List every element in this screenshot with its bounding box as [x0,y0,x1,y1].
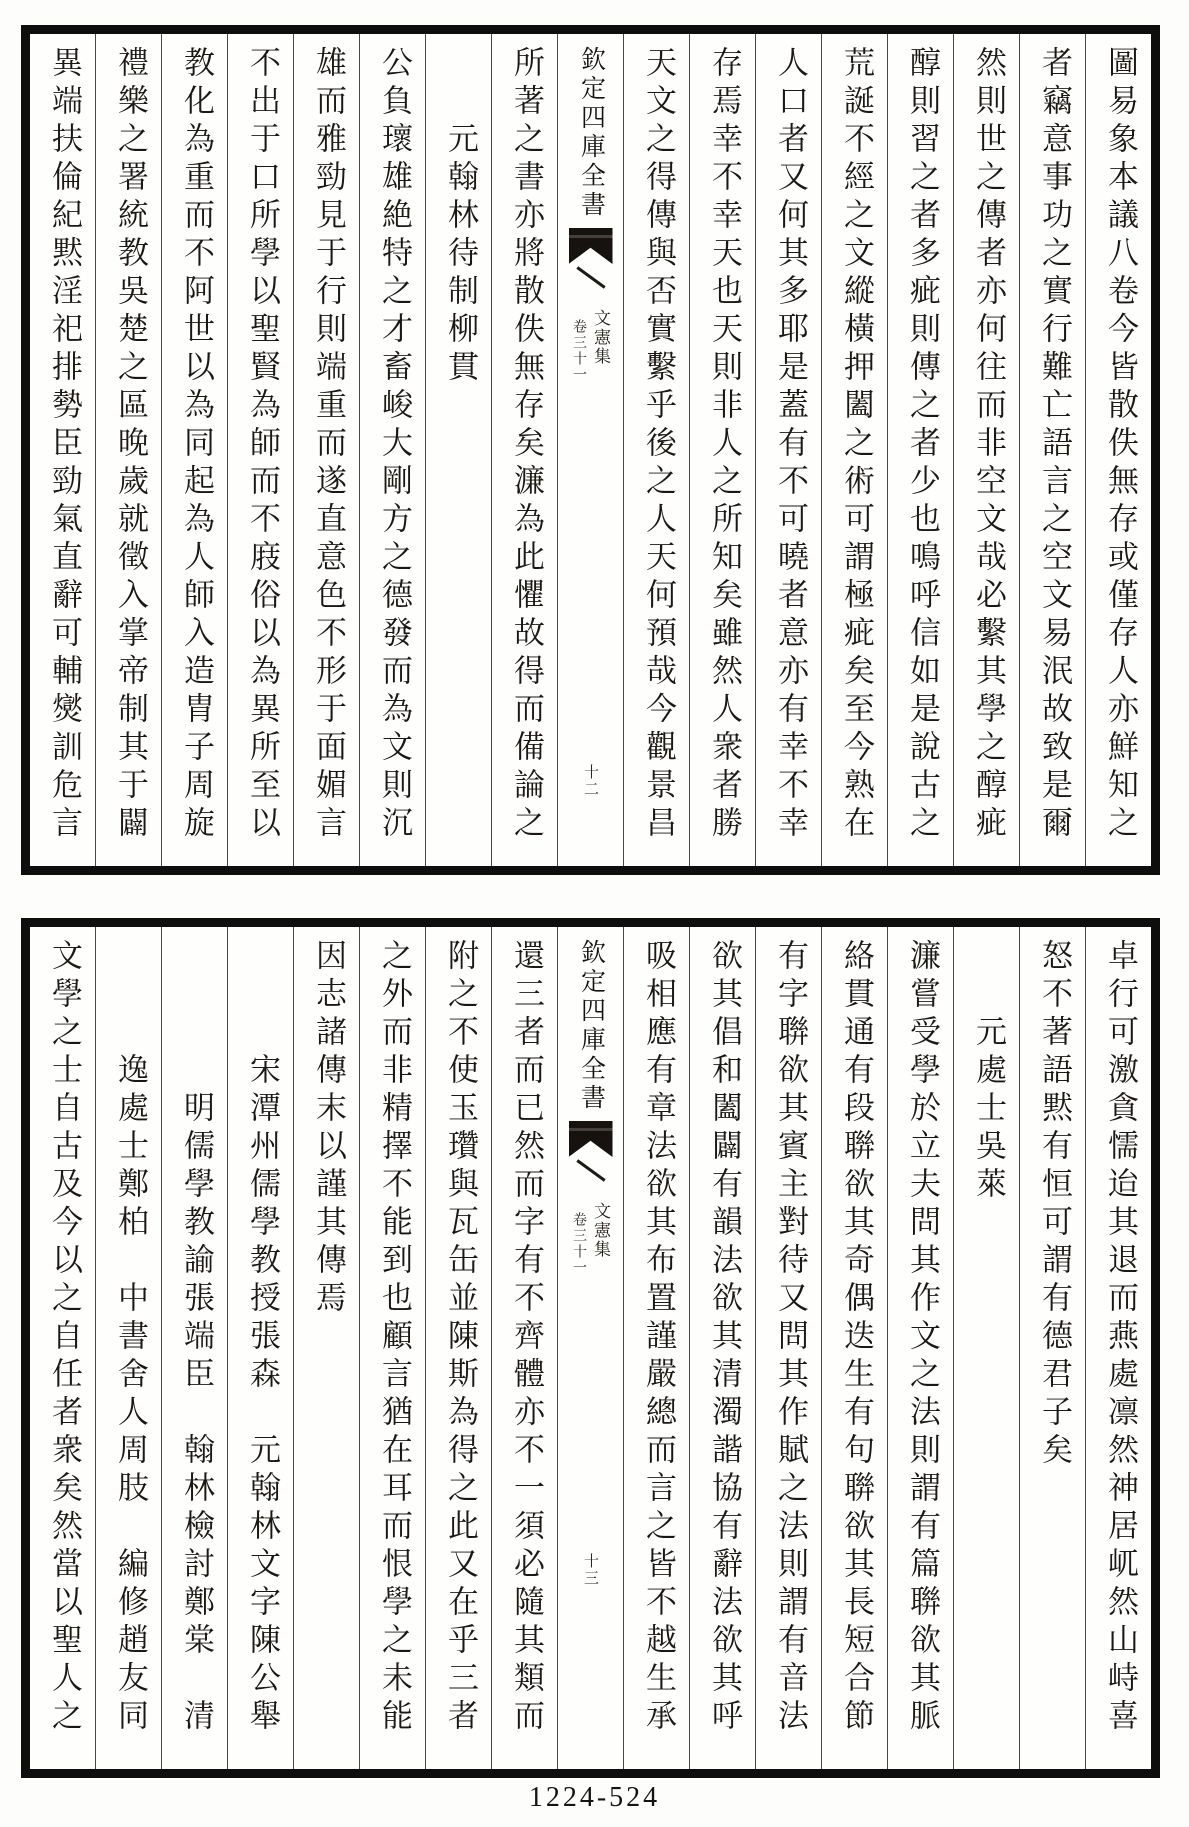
plate-number: 1224-524 [528,1782,661,1813]
text-column: 吸相應有章法欲其布置謹嚴總而言之皆不越生承 [624,927,690,1769]
names-column: 明儒學教諭張端臣 翰林檢討鄭棠 清 [162,927,228,1769]
text-column: 天文之得傳與否實繫乎後之人天何預哉今觀景昌 [624,34,690,866]
banxin-fold-column [558,34,624,866]
folio-number: 十三 [582,1553,598,1587]
text-column: 欲其倡和闔闢有韻法欲其清濁諧協有辭法欲其呼 [690,927,756,1769]
text-column: 還三者而已然而字有不齊體亦不一須必隨其類而 [492,927,558,1769]
text-column: 人口者又何其多耶是蓋有不可曉者意亦有幸不幸 [756,34,822,866]
fold-slash-icon [576,266,605,288]
text-column: 有字聨欲其賓主對待又問其作賦之法則謂有音法 [756,927,822,1769]
text-column: 卓行可激貪懦迨其退而燕處凛然神居屼然山峙喜 [1103,939,1138,1737]
text-column: 教化為重而不阿世以為同起為人師入造胄子周旋 [162,34,228,866]
page-upper [21,25,1160,875]
page-lower [21,918,1160,1778]
text-column: 雄而雅勁見于行則端重而遂直意色不形于面媚言 [294,34,360,866]
text-column: 禮樂之署統教吳楚之區晚歲就徵入掌帝制其于闢 [96,34,162,866]
text-column: 公負瓌雄絶特之才畜峻大剛方之德發而為文則沉 [360,34,426,866]
text-column: 濂嘗受學於立夫問其作文之法則謂有篇聨欲其脈 [888,927,954,1769]
text-column: 附之不使玉瓚與瓦缶並陳斯為得之此又在乎三者 [426,927,492,1769]
fold-slash-icon [576,1159,605,1181]
work-title: 文憲集 [591,1202,610,1259]
names-column: 逸處士鄭柏 中書舍人周肢 編修趙友同 [96,927,162,1769]
names-column: 宋潭州儒學教授張森 元翰林文字陳公舉 [228,927,294,1769]
work-title: 文憲集 [591,309,610,366]
text-column: 不出于口所學以聖賢為師而不庪俗以為異所至以 [228,34,294,866]
text-column: 之外而非精擇不能到也顧言猶在耳而恨學之未能 [360,927,426,1769]
text-column: 然則世之傳者亦何往而非空文哉必繫其學之醇疵 [954,34,1020,866]
text-column: 者竊意事功之實行難亡語言之空文易泯故致是爾 [1020,34,1086,866]
banxin-series-title: 欽定四庫全書 [577,939,605,1113]
fishtail-mark-icon [569,228,613,264]
text-column: 荒誕不經之文縱橫押闔之術可謂極疵矣至今熟在 [822,34,888,866]
text-column: 絡貫通有段聨欲其奇偶迭生有句聨欲其長短合節 [822,927,888,1769]
text-column: 存焉幸不幸天也天則非人之所知矣雖然人衆者勝 [690,34,756,866]
chapter-label: 卷三十一 [571,319,586,383]
folio-number: 十二 [582,764,598,798]
text-column: 怒不著語黙有恒可謂有德君子矣 [1020,927,1086,1769]
text-column: 所著之書亦將散佚無存矣濂為此懼故得而備論之 [492,34,558,866]
section-heading-column: 元翰林待制柳貫 [426,34,492,866]
text-column: 圖易象本議八卷今皆散佚無存或僅存人亦鮮知之 [1103,46,1138,844]
banxin-fold-column [558,927,624,1769]
text-column: 因志諸傳末以謹其傳焉 [294,927,360,1769]
banxin-series-title: 欽定四庫全書 [577,46,605,220]
text-column: 文學之士自古及今以之自任者衆矣然當以聖人之 [30,927,96,1769]
chapter-label: 卷三十一 [571,1212,586,1276]
banxin-work-label [568,1202,613,1276]
text-column: 異端扶倫紀黙淫祀排勢臣勁氣直辭可輔爕訓危言 [30,34,96,866]
text-column: 醇則習之者多疵則傳之者少也鳴呼信如是說古之 [888,34,954,866]
section-heading-column: 元處士吳萊 [954,927,1020,1769]
banxin-work-label [568,309,613,383]
fishtail-mark-icon [569,1121,613,1157]
